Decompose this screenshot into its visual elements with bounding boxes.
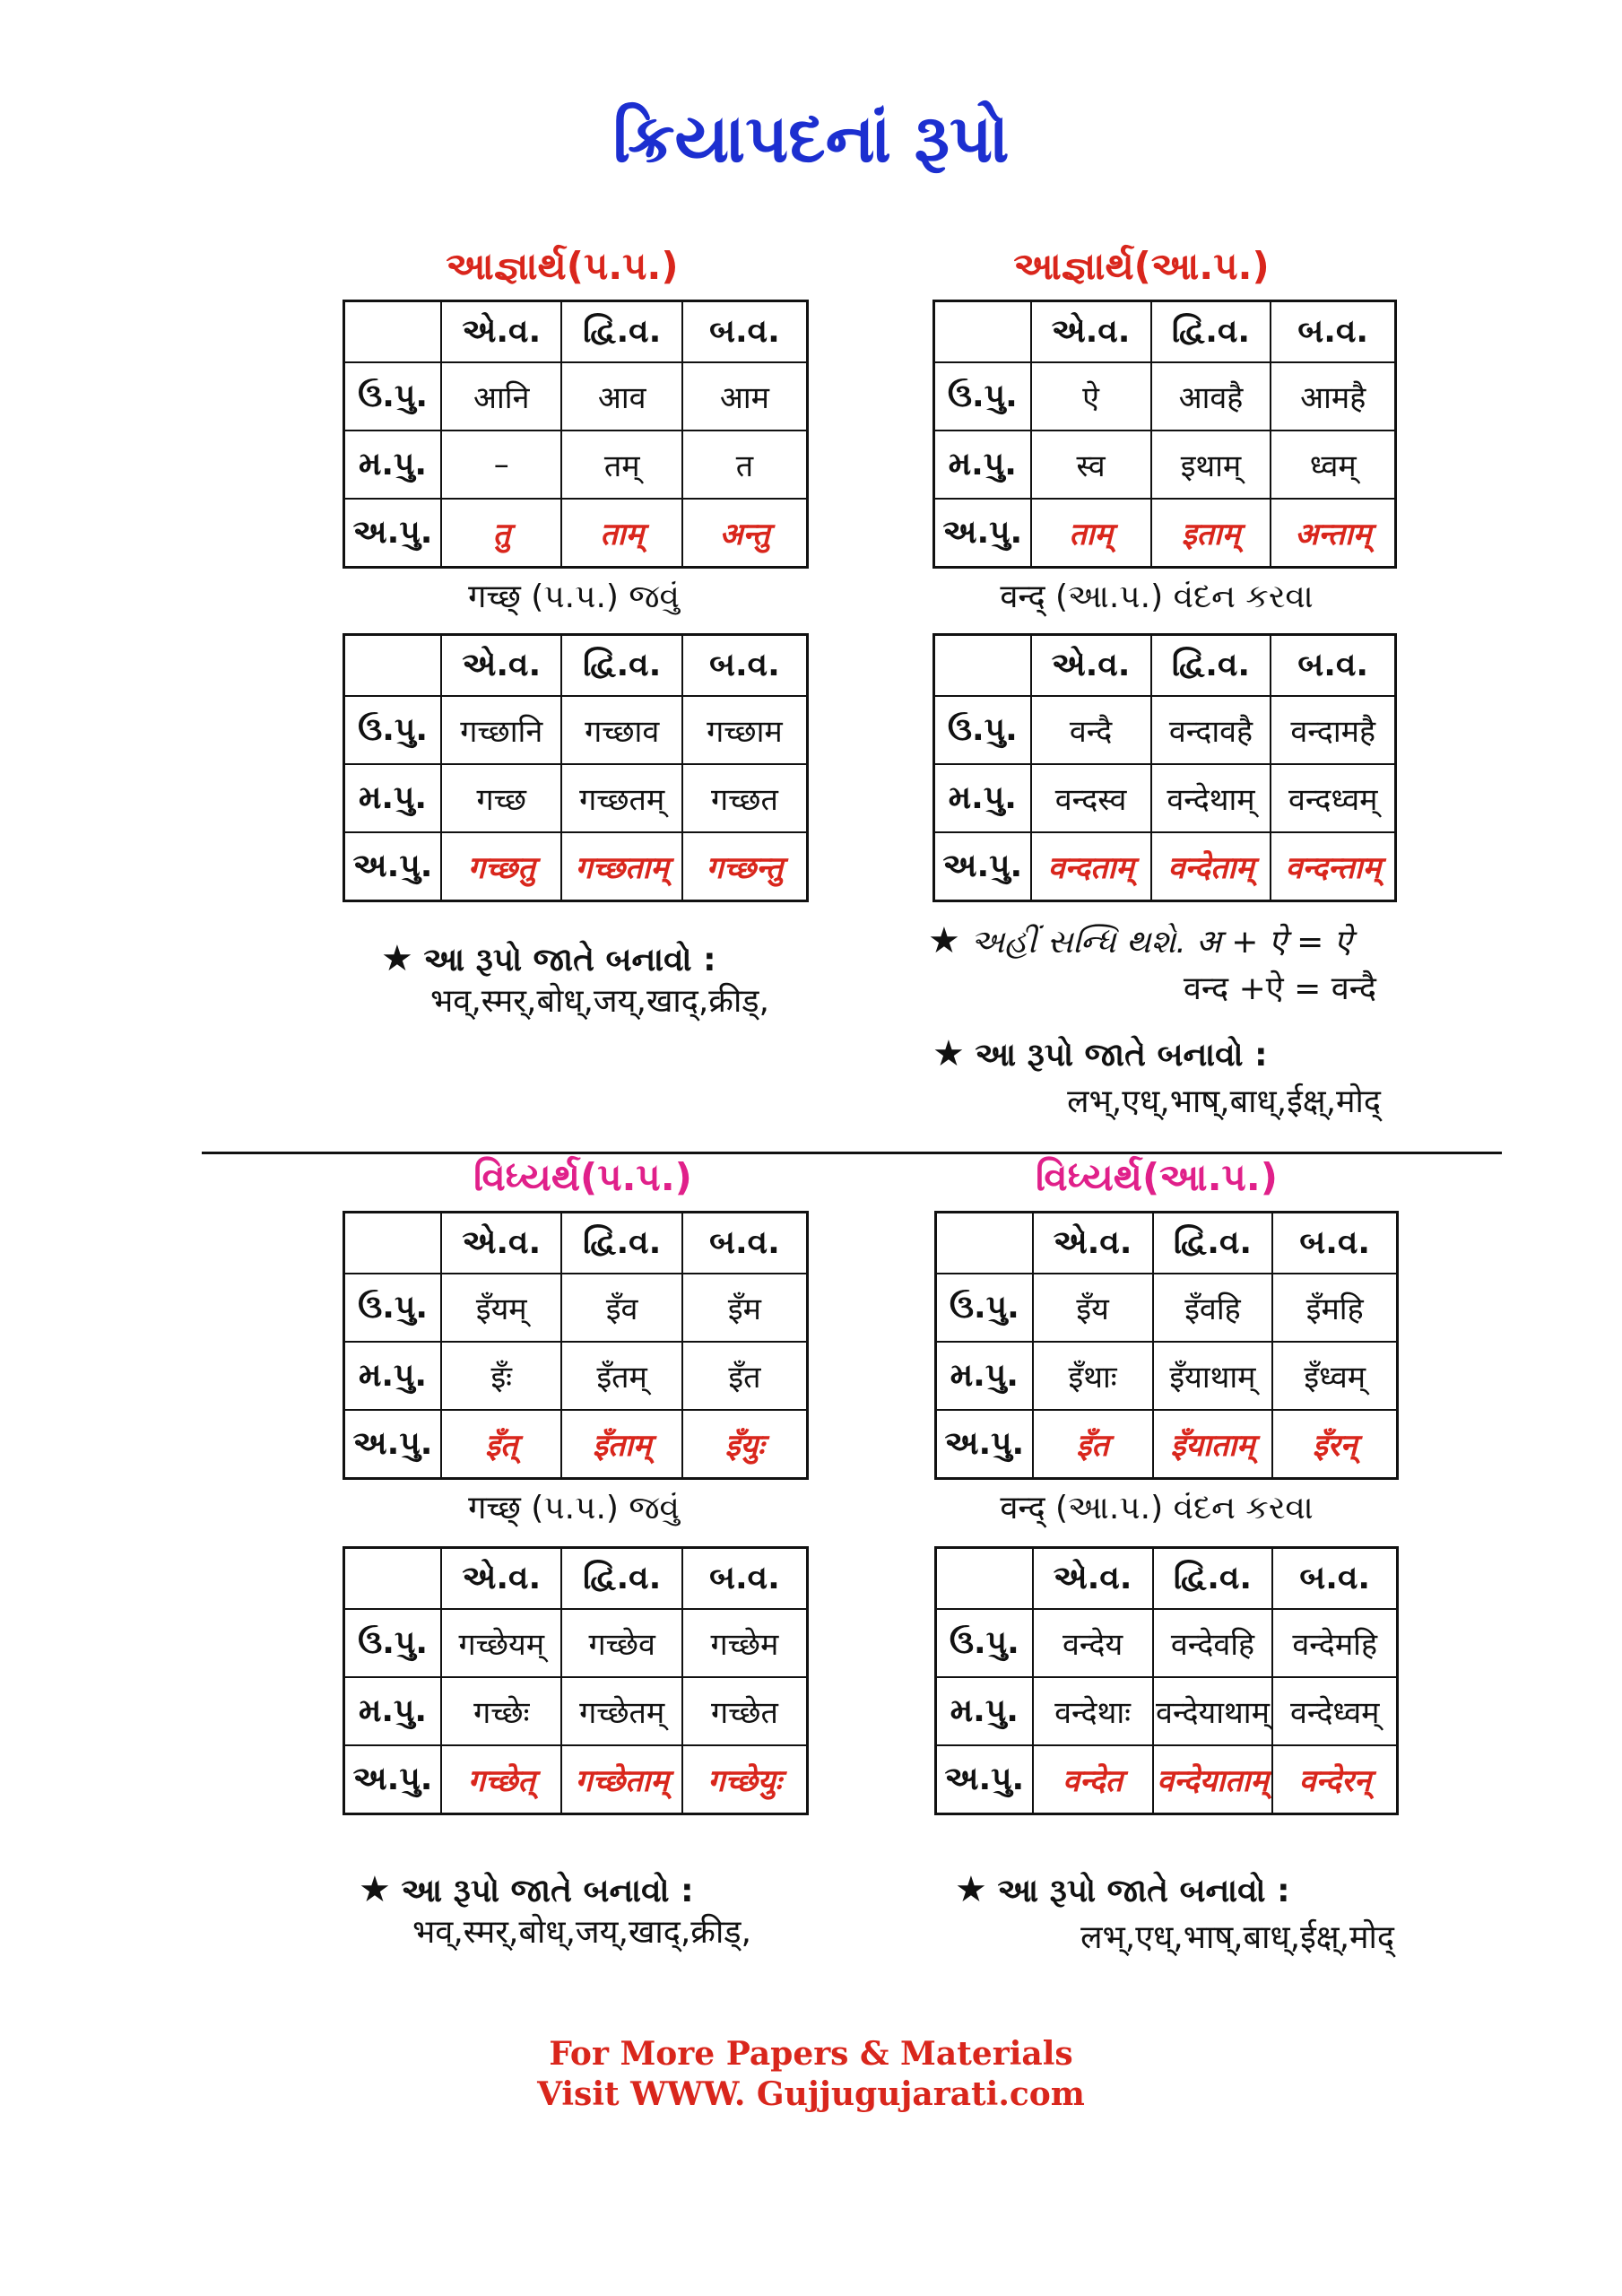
form-cell: वन्देताम्	[1151, 832, 1271, 901]
verb-caption-gacch-ajnartha: गच्छ् (પ.પ.) જવું	[468, 578, 680, 615]
practice-label: આ રૂપો જાતે બનાવો :	[975, 1037, 1268, 1074]
form-cell: इँयाथाम्	[1153, 1342, 1273, 1410]
person-label-cell: ઉ.પુ.	[344, 696, 442, 764]
form-cell: इँयाताम्	[1153, 1410, 1273, 1479]
header-cell: દ્વિ.વ.	[561, 1548, 681, 1610]
section-title-vidhyartha-ap: વિધ્યર્થ(આ.પ.)	[1036, 1155, 1278, 1199]
form-cell: वन्दावहै	[1151, 696, 1271, 764]
person-label-cell: મ.પુ.	[344, 1677, 442, 1745]
form-cell: स्व	[1031, 430, 1151, 499]
table-row	[344, 696, 808, 764]
table-row	[936, 1609, 1398, 1677]
table-row	[344, 499, 808, 568]
form-cell: वन्दध्वम्	[1271, 764, 1395, 832]
header-cell: દ્વિ.વ.	[1153, 1213, 1273, 1274]
person-label-cell: મ.પુ.	[344, 430, 442, 499]
header-cell: દ્વિ.વ.	[1153, 1548, 1273, 1610]
form-cell: तम्	[561, 430, 681, 499]
section-title-ajnartha-ap: આજ્ઞાર્થ(આ.પ.)	[1013, 244, 1270, 288]
person-label-cell: ઉ.પુ.	[344, 362, 442, 430]
verb-caption-vand-ajnartha: वन्द् (આ.પ.) વંદન કરવા	[1000, 578, 1314, 615]
form-cell: इँत्	[441, 1410, 561, 1479]
person-label-cell: મ.પુ.	[934, 430, 1031, 499]
form-cell: गच्छाम	[682, 696, 808, 764]
practice-label: આ રૂપો જાતે બનાવો :	[423, 942, 716, 978]
header-corner-cell	[344, 301, 442, 363]
table-header-row	[934, 301, 1396, 363]
form-cell: गच्छ	[441, 764, 561, 832]
form-cell: गच्छन्तु	[682, 832, 808, 901]
form-cell: आनि	[441, 362, 561, 430]
form-cell: वन्दन्ताम्	[1271, 832, 1395, 901]
header-cell: બ.વ.	[1271, 301, 1395, 363]
endings-table-vidhyartha-ap	[934, 1211, 1399, 1480]
table-row	[934, 832, 1396, 901]
footer-line-1: For More Papers & Materials	[549, 2035, 1073, 2073]
sandhi-text: અહીં સન્ધિ થશે. अ + ऐ = ऐ	[970, 924, 1352, 961]
header-corner-cell	[344, 1213, 442, 1274]
form-cell: इँय	[1033, 1274, 1153, 1342]
table-row	[344, 1677, 808, 1745]
star-icon: ★	[955, 1869, 987, 1910]
footer-line-2: Visit WWW. Gujjugujarati.com	[537, 2075, 1085, 2113]
person-label-cell: ઉ.પુ.	[934, 696, 1031, 764]
person-label-cell: અ.પુ.	[344, 499, 442, 568]
endings-table-vidhyartha-pp	[343, 1211, 809, 1480]
table-row	[344, 1609, 808, 1677]
person-label-cell: અ.પુ.	[344, 832, 442, 901]
form-cell: गच्छानि	[441, 696, 561, 764]
practice-note-s3	[359, 1867, 825, 1952]
table-row	[934, 696, 1396, 764]
header-cell: બ.વ.	[1272, 1548, 1397, 1610]
header-cell: બ.વ.	[682, 301, 808, 363]
person-label-cell: અ.પુ.	[934, 832, 1031, 901]
header-corner-cell	[344, 1548, 442, 1610]
person-label-cell: મ.પુ.	[344, 764, 442, 832]
header-corner-cell	[936, 1213, 1033, 1274]
table-header-row	[936, 1213, 1398, 1274]
header-cell: દ્વિ.વ.	[561, 301, 681, 363]
table-row	[344, 1274, 808, 1342]
person-label-cell: અ.પુ.	[936, 1410, 1033, 1479]
table-row	[934, 430, 1396, 499]
form-cell: तु	[441, 499, 561, 568]
person-label-cell: અ.પુ.	[344, 1745, 442, 1814]
header-cell: બ.વ.	[682, 635, 808, 697]
forms-table-gacch-vidhyartha	[343, 1546, 809, 1815]
form-cell: गच्छतु	[441, 832, 561, 901]
table-row	[344, 1745, 808, 1814]
form-cell: गच्छताम्	[561, 832, 681, 901]
form-cell: वन्दै	[1031, 696, 1151, 764]
person-label-cell: ઉ.પુ.	[936, 1609, 1033, 1677]
person-label-cell: ઉ.પુ.	[344, 1609, 442, 1677]
form-cell: गच्छेतम्	[561, 1677, 681, 1745]
table-row	[344, 832, 808, 901]
form-cell: वन्देध्वम्	[1272, 1677, 1397, 1745]
form-cell: वन्देयाथाम्	[1153, 1677, 1273, 1745]
forms-table-vand-ajnartha	[932, 633, 1397, 902]
form-cell: गच्छेव	[561, 1609, 681, 1677]
form-cell: इथाम्	[1151, 430, 1271, 499]
table-row	[344, 1410, 808, 1479]
verb-caption-gacch-vidhyartha: गच्छ् (પ.પ.) જવું	[468, 1490, 680, 1526]
form-cell: वन्दामहै	[1271, 696, 1395, 764]
header-cell: બ.વ.	[682, 1548, 808, 1610]
star-icon: ★	[381, 938, 413, 979]
person-label-cell: અ.પુ.	[934, 499, 1031, 568]
header-corner-cell	[344, 635, 442, 697]
form-cell: इँध्वम्	[1272, 1342, 1397, 1410]
table-row	[936, 1342, 1398, 1410]
table-row	[344, 362, 808, 430]
form-cell: इँत	[682, 1342, 808, 1410]
table-header-row	[344, 1213, 808, 1274]
section-divider	[202, 1152, 1502, 1154]
form-cell: गच्छेम	[682, 1609, 808, 1677]
practice-note-s1	[381, 936, 829, 1022]
form-cell: आवहै	[1151, 362, 1271, 430]
verb-caption-vand-vidhyartha: वन्द् (આ.પ.) વંદન કરવા	[1000, 1490, 1314, 1526]
form-cell: वन्देत	[1033, 1745, 1153, 1814]
form-cell: गच्छेः	[441, 1677, 561, 1745]
header-cell: એ.વ.	[1033, 1548, 1153, 1610]
section-title-ajnartha-pp: આજ્ઞાર્થ(પ.પ.)	[446, 244, 679, 288]
form-cell: वन्दस्व	[1031, 764, 1151, 832]
form-cell: वन्दताम्	[1031, 832, 1151, 901]
star-icon: ★	[359, 1869, 391, 1910]
person-label-cell: ઉ.પુ.	[934, 362, 1031, 430]
person-label-cell: ઉ.પુ.	[936, 1274, 1033, 1342]
form-cell: इँयम्	[441, 1274, 561, 1342]
form-cell: ऐ	[1031, 362, 1151, 430]
table-row	[936, 1745, 1398, 1814]
person-label-cell: અ.પુ.	[936, 1745, 1033, 1814]
header-cell: દ્વિ.વ.	[561, 1213, 681, 1274]
form-cell: ताम्	[1031, 499, 1151, 568]
form-cell: अन्ताम्	[1271, 499, 1395, 568]
table-row	[344, 1342, 808, 1410]
table-header-row	[936, 1548, 1398, 1610]
star-icon: ★	[932, 1033, 965, 1074]
forms-table-vand-vidhyartha	[934, 1546, 1399, 1815]
form-cell: इँम	[682, 1274, 808, 1342]
form-cell: वन्देथाम्	[1151, 764, 1271, 832]
form-cell: त	[682, 430, 808, 499]
table-row	[936, 1274, 1398, 1342]
table-row	[344, 764, 808, 832]
form-cell: गच्छतम्	[561, 764, 681, 832]
header-cell: બ.વ.	[682, 1213, 808, 1274]
form-cell: इँव	[561, 1274, 681, 1342]
form-cell: गच्छेयुः	[682, 1745, 808, 1814]
header-cell: એ.વ.	[1031, 301, 1151, 363]
practice-note-s4	[955, 1867, 1394, 1958]
practice-note-s2	[932, 1031, 1381, 1122]
person-label-cell: મ.પુ.	[344, 1342, 442, 1410]
footer	[0, 2034, 1622, 2115]
header-cell: દ્વિ.વ.	[1151, 635, 1271, 697]
forms-table-gacch-ajnartha	[343, 633, 809, 902]
form-cell: वन्देरन्	[1272, 1745, 1397, 1814]
table-row	[344, 430, 808, 499]
star-icon: ★	[928, 920, 960, 961]
form-cell: ध्वम्	[1271, 430, 1395, 499]
header-cell: એ.વ.	[1033, 1213, 1153, 1274]
table-header-row	[344, 1548, 808, 1610]
person-label-cell: મ.પુ.	[936, 1342, 1033, 1410]
practice-roots: लभ्,एध्,भाष्,बाध्,ईक्ष्,मोद्	[1067, 1083, 1381, 1120]
person-label-cell: ઉ.પુ.	[344, 1274, 442, 1342]
practice-label: આ રૂપો જાતે બનાવો :	[401, 1873, 694, 1909]
form-cell: इँताम्	[561, 1410, 681, 1479]
sandhi-example: वन्द +ऐ = वन्दै	[1183, 970, 1376, 1007]
header-corner-cell	[936, 1548, 1033, 1610]
practice-label: આ રૂપો જાતે બનાવો :	[997, 1873, 1290, 1909]
table-row	[936, 1410, 1398, 1479]
form-cell: इँत	[1033, 1410, 1153, 1479]
header-cell: એ.વ.	[441, 301, 561, 363]
form-cell: वन्देयाताम्	[1153, 1745, 1273, 1814]
form-cell: इँरन्	[1272, 1410, 1397, 1479]
form-cell: इँयुः	[682, 1410, 808, 1479]
table-row	[934, 764, 1396, 832]
page-title: ક્રિયાપદનાં રૂપો	[612, 100, 1010, 178]
header-corner-cell	[934, 635, 1031, 697]
practice-roots: लभ्,एध्,भाष्,बाध्,ईक्ष्,मोद्	[1080, 1919, 1394, 1956]
table-row	[934, 499, 1396, 568]
table-header-row	[344, 635, 808, 697]
header-cell: દ્વિ.વ.	[561, 635, 681, 697]
header-cell: દ્વિ.વ.	[1151, 301, 1271, 363]
header-cell: એ.વ.	[1031, 635, 1151, 697]
form-cell: गच्छाव	[561, 696, 681, 764]
header-cell: એ.વ.	[441, 635, 561, 697]
form-cell: इँः	[441, 1342, 561, 1410]
form-cell: वन्देवहि	[1153, 1609, 1273, 1677]
table-header-row	[934, 635, 1396, 697]
form-cell: गच्छेत	[682, 1677, 808, 1745]
form-cell: अन्तु	[682, 499, 808, 568]
form-cell: इँतम्	[561, 1342, 681, 1410]
practice-roots: भव्,स्मर्,बोध्,जय्,खाद्,क्रीड्,	[412, 1914, 751, 1951]
person-label-cell: અ.પુ.	[344, 1410, 442, 1479]
form-cell: वन्देथाः	[1033, 1677, 1153, 1745]
header-cell: એ.વ.	[441, 1213, 561, 1274]
form-cell: वन्देमहि	[1272, 1609, 1397, 1677]
header-corner-cell	[934, 301, 1031, 363]
endings-table-ajnartha-pp	[343, 300, 809, 569]
sandhi-note	[928, 918, 1376, 1009]
table-header-row	[344, 301, 808, 363]
form-cell: गच्छेत्	[441, 1745, 561, 1814]
header-cell: બ.વ.	[1271, 635, 1395, 697]
form-cell: गच्छेयम्	[441, 1609, 561, 1677]
header-cell: બ.વ.	[1272, 1213, 1397, 1274]
form-cell: आव	[561, 362, 681, 430]
form-cell: आम	[682, 362, 808, 430]
endings-table-ajnartha-ap	[932, 300, 1397, 569]
person-label-cell: મ.પુ.	[936, 1677, 1033, 1745]
section-title-vidhyartha-pp: વિધ્યર્થ(પ.પ.)	[473, 1155, 692, 1199]
form-cell: वन्देय	[1033, 1609, 1153, 1677]
form-cell: आमहै	[1271, 362, 1395, 430]
table-row	[934, 362, 1396, 430]
person-label-cell: મ.પુ.	[934, 764, 1031, 832]
form-cell: –	[441, 430, 561, 499]
form-cell: इताम्	[1151, 499, 1271, 568]
practice-roots: भव्,स्मर्,बोध्,जय्,खाद्,क्रीड्,	[430, 983, 769, 1020]
form-cell: इँथाः	[1033, 1342, 1153, 1410]
table-row	[936, 1677, 1398, 1745]
form-cell: इँमहि	[1272, 1274, 1397, 1342]
form-cell: गच्छेताम्	[561, 1745, 681, 1814]
form-cell: ताम्	[561, 499, 681, 568]
form-cell: इँवहि	[1153, 1274, 1273, 1342]
form-cell: गच्छत	[682, 764, 808, 832]
header-cell: એ.વ.	[441, 1548, 561, 1610]
